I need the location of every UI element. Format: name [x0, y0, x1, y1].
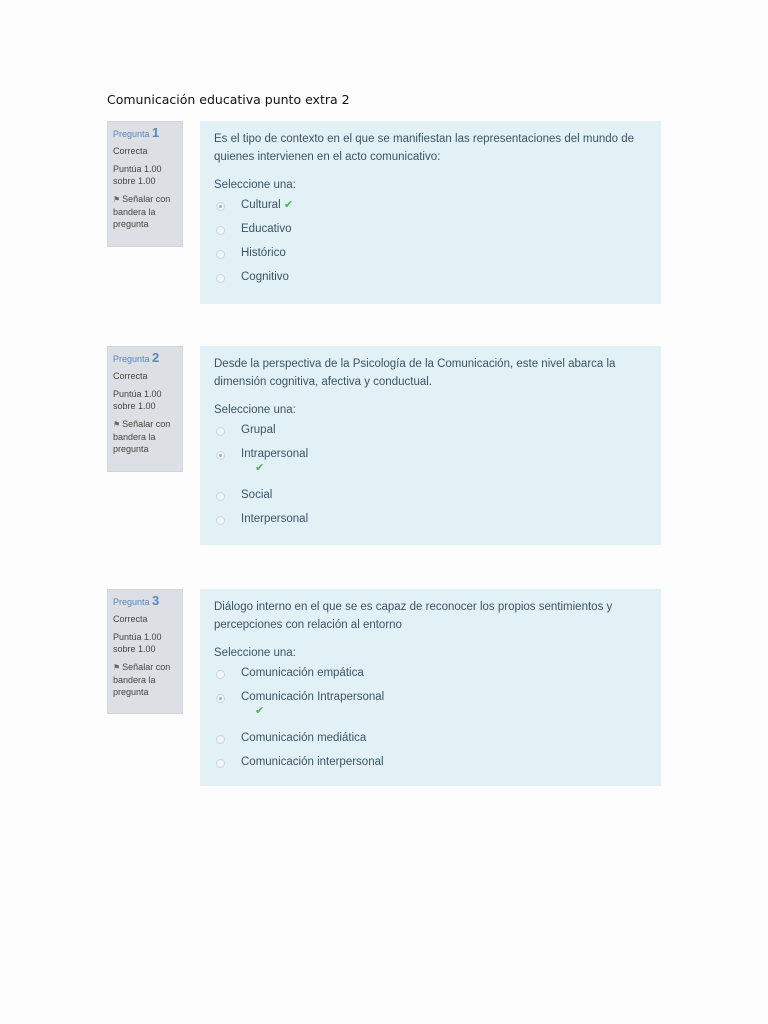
radio-button[interactable]: [216, 516, 225, 525]
answer-option[interactable]: [214, 197, 647, 221]
radio-button[interactable]: [216, 694, 225, 703]
question-number-value: 3: [152, 593, 160, 608]
question-prefix: Pregunta: [113, 597, 150, 607]
answer-label: Histórico: [241, 247, 286, 259]
radio-button[interactable]: [216, 274, 225, 283]
flag-icon: ⚑: [113, 195, 121, 204]
answer-label: Comunicación mediática: [241, 732, 367, 744]
radio-button[interactable]: [216, 250, 225, 259]
question-state: Correcta: [113, 614, 148, 624]
question-grade: Puntúa 1.00 sobre 1.00: [113, 389, 162, 411]
answer-option[interactable]: [214, 665, 647, 689]
question-number: [113, 127, 177, 140]
radio-button[interactable]: [216, 226, 225, 235]
answer-prompt: Seleccione una:: [214, 179, 296, 191]
question-number: [113, 595, 177, 608]
question-number: [113, 352, 177, 365]
question-grade: Puntúa 1.00 sobre 1.00: [113, 164, 162, 186]
answer-option[interactable]: [214, 730, 647, 754]
question-state: Correcta: [113, 371, 148, 381]
answer-label: Interpersonal: [241, 513, 309, 525]
check-icon: ✔: [255, 462, 265, 474]
question-text: Diálogo interno en el que se es capaz de reconocer los propios sentimientos y percepciones con relación al entorno: [214, 601, 613, 631]
question-content: [200, 346, 661, 545]
answer-label: Grupal: [241, 424, 276, 436]
question-info: [107, 346, 183, 472]
radio-button[interactable]: [216, 735, 225, 744]
answer-option[interactable]: [214, 422, 647, 446]
question-number-value: 1: [152, 125, 160, 140]
flag-question-link[interactable]: ⚑ Señalar con bandera la pregunta: [113, 419, 171, 454]
check-icon: ✔: [255, 705, 265, 717]
answer-label: Social: [241, 489, 273, 501]
answer-option[interactable]: [214, 487, 647, 511]
answer-list: [214, 422, 647, 535]
radio-button[interactable]: [216, 202, 225, 211]
question-number-value: 2: [152, 350, 160, 365]
flag-icon: ⚑: [113, 420, 121, 429]
question-state: Correcta: [113, 146, 148, 156]
question-prefix: Pregunta: [113, 129, 150, 139]
question-info: [107, 589, 183, 714]
answer-option[interactable]: [214, 221, 647, 245]
answer-option[interactable]: [214, 511, 647, 535]
question-text: Desde la perspectiva de la Psicología de la Comunicación, este nivel abarca la dimensión cognitiva, afectiva y conductual.: [214, 358, 616, 388]
question-content: [200, 121, 661, 304]
answer-option[interactable]: [214, 446, 647, 487]
flag-question-link[interactable]: ⚑ Señalar con bandera la pregunta: [113, 194, 171, 229]
answer-list: [214, 197, 647, 293]
answer-option[interactable]: [214, 269, 647, 293]
answer-label: Cultural: [241, 199, 281, 211]
answer-label: Cognitivo: [241, 271, 289, 283]
question-text: Es el tipo de contexto en el que se manifiestan las representaciones del mundo de quienes intervienen en el acto comunicativo:: [214, 133, 635, 163]
answer-prompt: Seleccione una:: [214, 404, 296, 416]
flag-icon: ⚑: [113, 663, 121, 672]
answer-label: Comunicación empática: [241, 667, 364, 679]
radio-button[interactable]: [216, 492, 225, 501]
answer-label: Educativo: [241, 223, 292, 235]
answer-option[interactable]: [214, 245, 647, 269]
check-icon: ✔: [283, 199, 294, 211]
radio-button[interactable]: [216, 427, 225, 436]
flag-question-link[interactable]: ⚑ Señalar con bandera la pregunta: [113, 662, 171, 697]
question-info: [107, 121, 183, 247]
radio-button[interactable]: [216, 670, 225, 679]
answer-list: [214, 665, 647, 778]
answer-label: Comunicación Intrapersonal: [241, 691, 385, 703]
answer-option[interactable]: [214, 689, 647, 730]
question-content: [200, 589, 661, 786]
radio-button[interactable]: [216, 451, 225, 460]
answer-label: Intrapersonal: [241, 448, 309, 460]
answer-prompt: Seleccione una:: [214, 647, 296, 659]
radio-button[interactable]: [216, 759, 225, 768]
question-prefix: Pregunta: [113, 354, 150, 364]
answer-option[interactable]: [214, 754, 647, 778]
answer-label: Comunicación interpersonal: [241, 756, 384, 768]
document-title: Comunicación educativa punto extra 2: [107, 92, 350, 107]
question-grade: Puntúa 1.00 sobre 1.00: [113, 632, 162, 654]
